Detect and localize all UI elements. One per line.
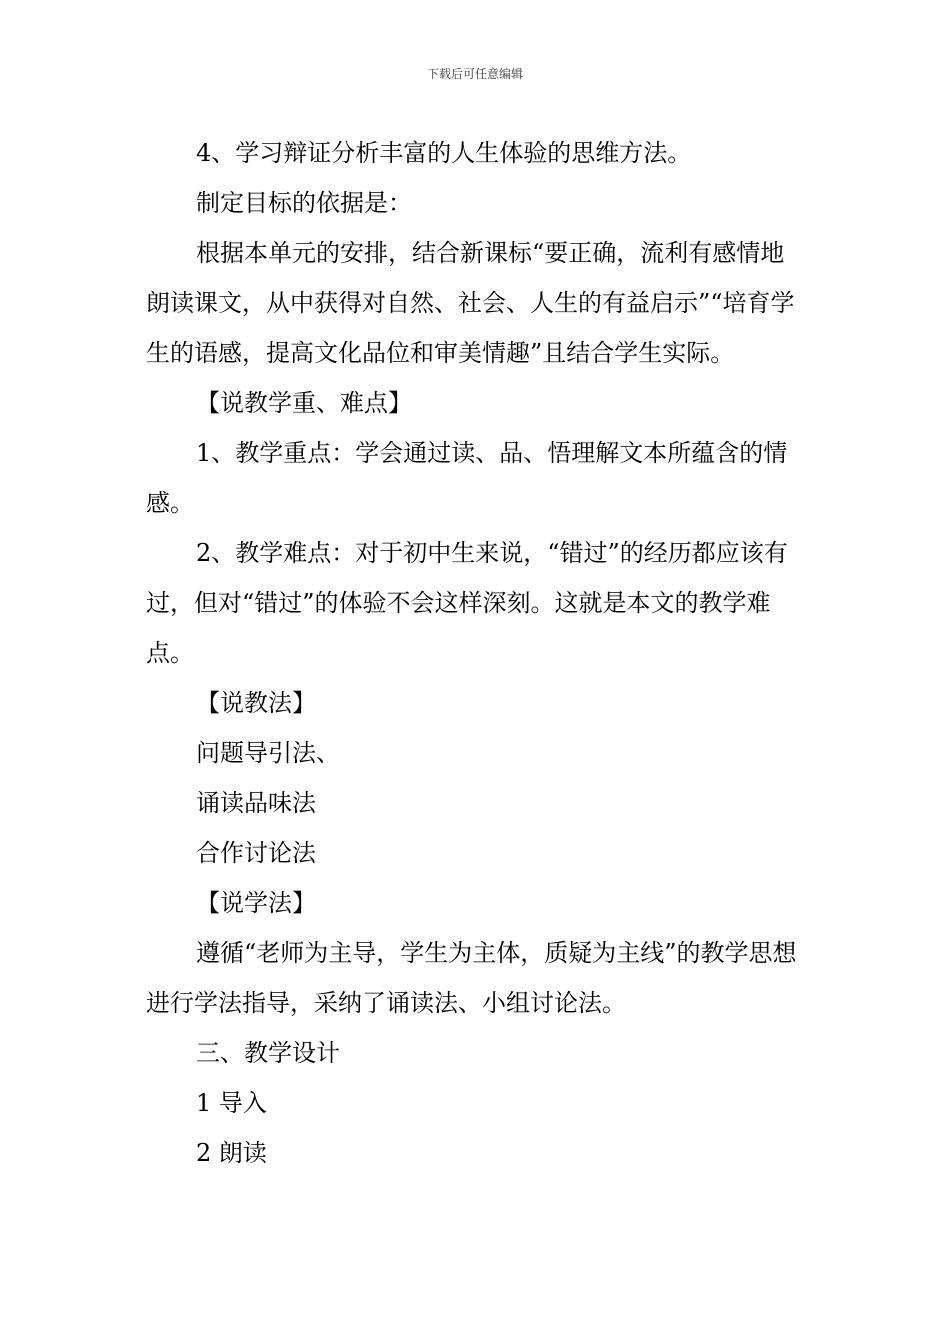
section-heading-key-points: 【说教学重、难点】 — [196, 389, 412, 417]
paragraph-basis-text: 根据本单元的安排，结合新课标“要正确，流利有感情地朗读课文，从中获得对自然、社会、人生的有益启示”“培育学生的语感，提高文化品位和审美情趣”且结合学生实际。 — [146, 239, 795, 367]
method-item-reading: 诵读品味法 — [196, 789, 316, 817]
method-item-question-guide: 问题导引法、 — [196, 739, 340, 767]
paragraph-learning-methods: 遵循“老师为主导，学生为主体，质疑为主线”的教学思想进行学法指导，采纳了诵读法、小组讨论法。 — [146, 939, 797, 1017]
paragraph-objective-4: 4、学习辩证分析丰富的人生体验的思维方法。 — [196, 139, 692, 167]
section-heading-learning-methods: 【说学法】 — [196, 889, 316, 917]
section-heading-teaching-methods: 【说教法】 — [196, 689, 316, 717]
section-heading-teaching-design: 三、教学设计 — [196, 1039, 340, 1067]
paragraph-basis-heading: 制定目标的依据是： — [196, 189, 412, 217]
page-header: 下载后可任意编辑 — [426, 67, 523, 81]
paragraph-key-point: 1、教学重点：学会通过读、品、悟理解文本所蕴含的情感。 — [146, 439, 788, 517]
document-body — [146, 128, 806, 1178]
paragraph-difficult-point: 2、教学难点：对于初中生来说，“错过”的经历都应该有过，但对“错过”的体验不会这样深刻。这就是本文的教学难点。 — [146, 539, 788, 667]
design-step-reading: 2 朗读 — [196, 1139, 267, 1167]
design-step-intro: 1 导入 — [196, 1089, 267, 1117]
method-item-discussion: 合作讨论法 — [196, 839, 316, 867]
